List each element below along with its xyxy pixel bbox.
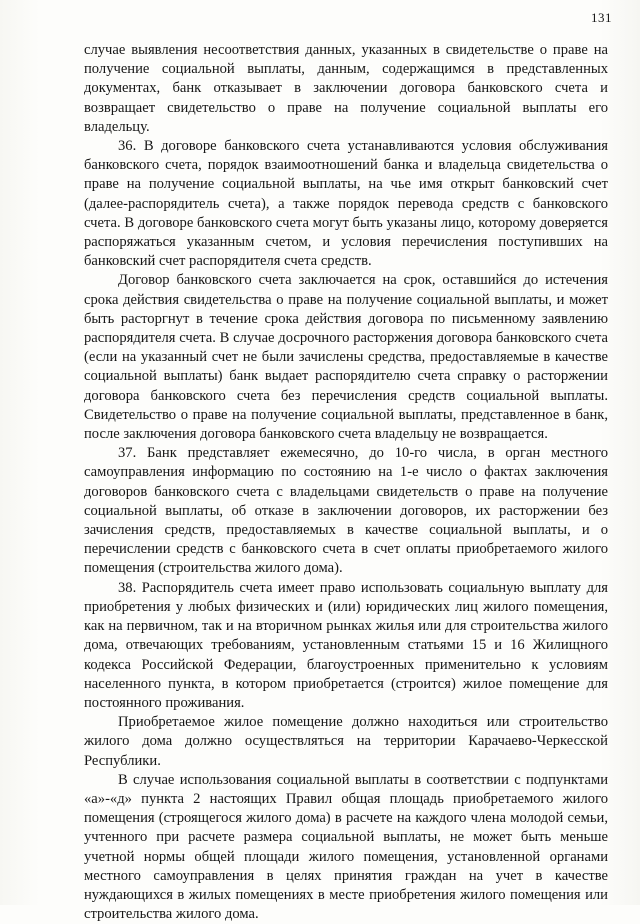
paragraph-36: 36. В договоре банковского счета устанавливаются условия обслуживания банковского счета, порядок взаимоотношений банка и владельца свидетельства о праве на получение социальной выплаты, на чье имя открыт банковский счет (далее-распорядитель счета), а также порядок перевода средств с банковского счета. В договоре банковского счета могут быть указаны лицо, которому доверяется распоряжаться указанным счетом, и условия перечисления поступивших на банковский счет распорядителя счета средств. <box>84 138 608 270</box>
paragraph-38: 38. Распорядитель счета имеет право использовать социальную выплату для приобретения у любых физических и (или) юридических лиц жилого помещения, как на первичном, так и на вторичном рынках жилья или для строительства жилого дома, отвечающих требованиям, установленным статьями 15 и 16 Жилищного кодекса Российской Федерации, благоустроенных применительно к условиям населенного пункта, в котором приобретается (строится) жилое помещение для постоянного проживания. <box>84 579 608 711</box>
paragraph-living-area: В случае использования социальной выплаты в соответствии с подпунктами «а»-«д» пункта 2 настоящих Правил общая площадь приобретаемого жилого помещения (строящегося жилого дома) в расчете на каждого члена молодой семьи, учтенного при расчете размера социальной выплаты, не может быть меньше учетной нормы общей площади жилого помещения, установленной органами местного самоуправления в целях принятия граждан на учет в качестве нуждающихся в жилых помещениях в месте приобретения жилого помещения или строительства жилого дома. <box>84 771 608 923</box>
paragraph-continuation: случае выявления несоответствия данных, указанных в свидетельстве о праве на получение социальной выплаты, данным, содержащимся в представленных документах, банк отказывает в заключении договора банковского счета и возвращает свидетельство о праве на получение социальной выплаты его владельцу. <box>84 42 608 135</box>
paragraph-37: 37. Банк представляет ежемесячно, до 10-го числа, в орган местного самоуправления информацию по состоянию на 1-е число о фактах заключения договоров банковского счета с владельцами свидетельств о праве на получение социальной выплаты, об отказе в заключении договоров, их расторжении без зачисления средств, предоставляемых в качестве социальной выплаты, и о перечислении средств с банковского счета в счет оплаты приобретаемого жилого помещения (строительства жилого дома). <box>84 445 608 577</box>
page-number: 131 <box>591 10 612 25</box>
paragraph-account-term: Договор банковского счета заключается на срок, оставшийся до истечения срока действия свидетельства о праве на получение социальной выплаты, и может быть расторгнут в течение срока действия договора по письменному заявлению распорядителя счета. В случае досрочного расторжения договора банковского счета (если на указанный счет не были зачислены средства, предоставляемые в качестве социальной выплаты) банк выдает распорядителю счета справку о расторжении договора банковского счета без перечисления средств социальной выплаты. Свидетельство о праве на получение социальной выплаты, представленное в банк, после заключения договора банковского счета владельцу не возвращается. <box>84 272 608 443</box>
document-body <box>84 41 608 924</box>
paragraph-territory: Приобретаемое жилое помещение должно находиться или строительство жилого дома должно осуществляться на территории Карачаево-Черкесской Республики. <box>84 714 608 769</box>
